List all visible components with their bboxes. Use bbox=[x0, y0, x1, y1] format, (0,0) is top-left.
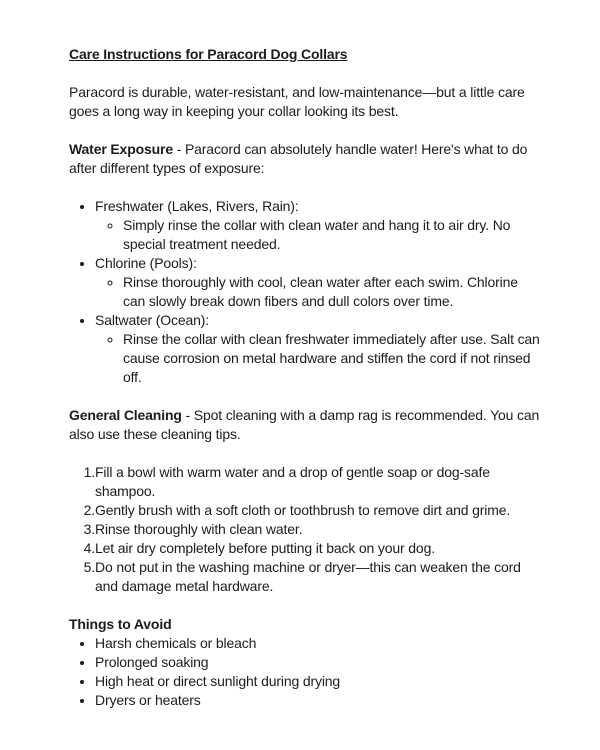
list-item-freshwater bbox=[95, 197, 543, 254]
general-cleaning-heading: General Cleaning bbox=[69, 407, 182, 423]
water-exposure-text: Paracord can absolutely handle water! Here's what to do after different types of exposure: bbox=[69, 141, 528, 176]
list-item-detail: ◦ Simply rinse the collar with clean water and hang it to air dry. No special treatment needed. bbox=[123, 216, 543, 254]
avoid-item: • Prolonged soaking bbox=[95, 653, 543, 672]
list-item-label: Saltwater (Ocean): bbox=[95, 312, 210, 328]
intro-paragraph bbox=[69, 83, 543, 121]
general-cleaning-separator: - bbox=[181, 407, 194, 423]
list-item-label: Chlorine (Pools): bbox=[95, 255, 197, 271]
things-to-avoid-list bbox=[69, 634, 543, 710]
list-item-chlorine bbox=[95, 254, 543, 311]
water-exposure-heading: Water Exposure bbox=[69, 141, 173, 157]
list-item-saltwater bbox=[95, 311, 543, 387]
cleaning-step: Gently brush with a soft cloth or toothbrush to remove dirt and grime. bbox=[95, 502, 511, 518]
list-item-label: Freshwater (Lakes, Rivers, Rain): bbox=[95, 198, 299, 214]
cleaning-step: Let air dry completely before putting it back on your dog. bbox=[95, 540, 435, 556]
chlorine-sublist bbox=[95, 273, 543, 311]
avoid-item: • High heat or direct sunlight during drying bbox=[95, 672, 543, 691]
saltwater-sublist bbox=[95, 330, 543, 387]
freshwater-sublist bbox=[95, 216, 543, 254]
page-title: Care Instructions for Paracord Dog Collars bbox=[69, 46, 348, 62]
general-cleaning-paragraph bbox=[69, 406, 543, 444]
avoid-item: • Harsh chemicals or bleach bbox=[95, 634, 543, 653]
water-exposure-list bbox=[69, 197, 543, 387]
list-item-detail: ◦ Rinse thoroughly with cool, clean water after each swim. Chlorine can slowly break down fibers and dull colors over time. bbox=[123, 273, 543, 311]
intro-text: Paracord is durable, water-resistant, and low-maintenance—but a little care goes a long way in keeping your collar looking its best. bbox=[69, 84, 525, 119]
list-item-detail: ◦ Rinse the collar with clean freshwater immediately after use. Salt can cause corrosion on metal hardware and stiffen the cord if not rinsed off. bbox=[123, 330, 543, 387]
avoid-item: • Dryers or heaters bbox=[95, 691, 543, 710]
things-to-avoid-heading: Things to Avoid bbox=[69, 616, 172, 632]
cleaning-step: Fill a bowl with warm water and a drop of gentle soap or dog-safe shampoo. bbox=[95, 464, 490, 499]
water-exposure-paragraph bbox=[69, 140, 543, 178]
water-exposure-separator: - bbox=[172, 141, 185, 157]
cleaning-step: Rinse thoroughly with clean water. bbox=[95, 521, 303, 537]
general-cleaning-text: Spot cleaning with a damp rag is recommended. You can also use these cleaning tips. bbox=[69, 407, 540, 442]
cleaning-step: Do not put in the washing machine or dryer—this can weaken the cord and damage metal hardware. bbox=[95, 559, 521, 594]
cleaning-steps-list bbox=[69, 463, 543, 596]
